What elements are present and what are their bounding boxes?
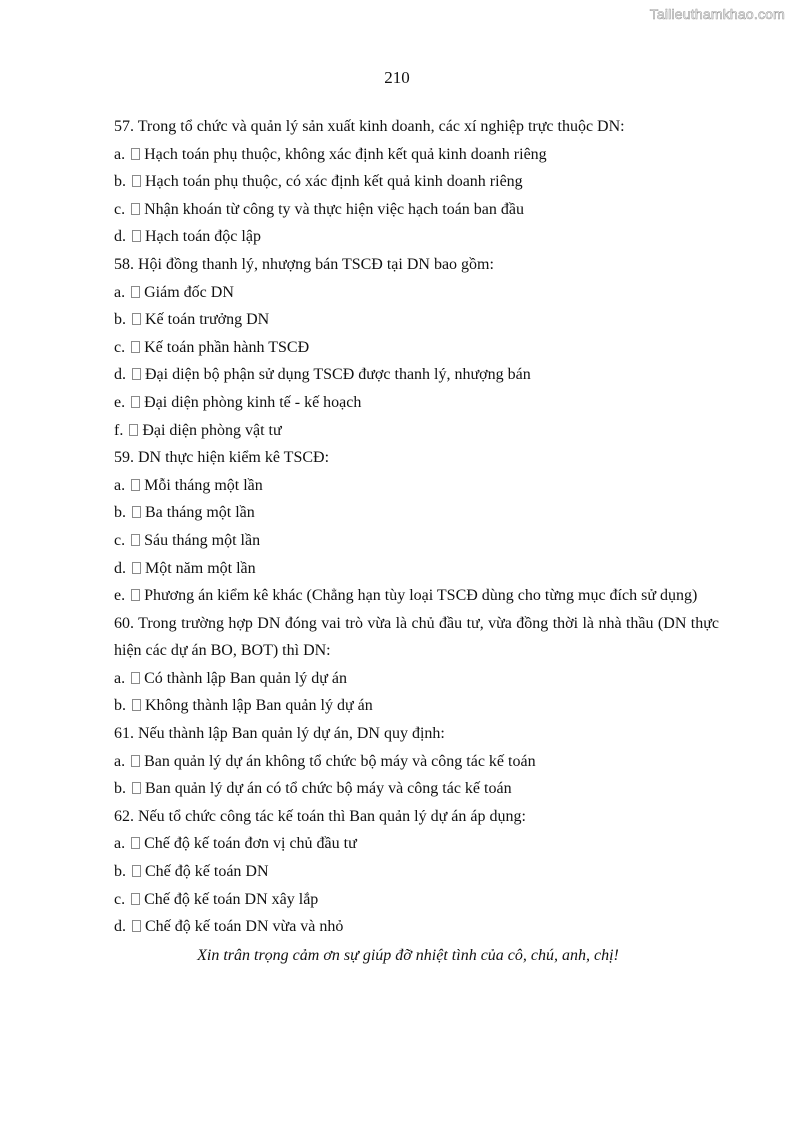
checkbox[interactable] — [132, 920, 141, 932]
option-label: Ban quản lý dự án không tổ chức bộ máy và công tác kế toán — [144, 752, 536, 770]
question-heading: 57. Trong tổ chức và quản lý sản xuất kinh doanh, các xí nghiệp trực thuộc DN: — [114, 118, 625, 135]
checkbox[interactable] — [131, 203, 140, 215]
checkbox[interactable] — [131, 672, 140, 684]
option-label: Kế toán phần hành TSCĐ — [144, 338, 310, 356]
option-row: b. Hạch toán phụ thuộc, có xác định kết quả kinh doanh riêng — [114, 173, 523, 191]
checkbox[interactable] — [131, 589, 140, 601]
question-62 — [114, 803, 719, 941]
option-label: Giám đốc DN — [144, 283, 234, 301]
option-row: b. Kế toán trưởng DN — [114, 311, 270, 329]
option-label: Kế toán trưởng DN — [145, 311, 270, 329]
checkbox[interactable] — [132, 230, 141, 242]
checkbox[interactable] — [132, 313, 141, 325]
checkbox[interactable] — [131, 341, 140, 353]
option-label: Nhận khoán từ công ty và thực hiện việc hạch toán ban đầu — [144, 200, 524, 218]
question-heading: 61. Nếu thành lập Ban quản lý dự án, DN quy định: — [114, 725, 445, 743]
checkbox[interactable] — [131, 534, 140, 546]
option-row: d. Đại diện bộ phận sử dụng TSCĐ được thanh lý, nhượng bán — [114, 366, 531, 384]
option-row: b. Ban quản lý dự án có tổ chức bộ máy và công tác kế toán — [114, 780, 512, 798]
option-row: a. Có thành lập Ban quản lý dự án — [114, 669, 347, 687]
option-label: Phương án kiểm kê khác (Chẳng hạn tùy loại TSCĐ dùng cho từng mục đích sử dụng) — [144, 587, 698, 605]
option-label: Chế độ kế toán DN vừa và nhỏ — [145, 918, 344, 936]
option-row: a. Ban quản lý dự án không tổ chức bộ máy và công tác kế toán — [114, 752, 536, 770]
closing-thanks: Xin trân trọng cảm ơn sự giúp đỡ nhiệt tình của cô, chú, anh, chị! — [197, 947, 619, 964]
option-row: e. Phương án kiểm kê khác (Chẳng hạn tùy loại TSCĐ dùng cho từng mục đích sử dụng) — [114, 587, 698, 605]
option-label: Hạch toán độc lập — [145, 228, 261, 246]
checkbox[interactable] — [132, 699, 141, 711]
option-row: b. Ba tháng một lần — [114, 504, 255, 522]
option-row: e. Đại diện phòng kinh tế - kế hoạch — [114, 393, 362, 411]
option-label: Chế độ kế toán đơn vị chủ đầu tư — [144, 835, 357, 853]
question-58 — [114, 251, 719, 444]
question-heading: 60. Trong trường hợp DN đóng vai trò vừa là chủ đầu tư, vừa đồng thời là nhà thầu (DN thực hiện các dự án BO, BOT) thì DN: — [114, 614, 720, 660]
checkbox[interactable] — [131, 286, 140, 298]
option-row: d. Chế độ kế toán DN vừa và nhỏ — [114, 918, 344, 936]
option-row: a. Mỗi tháng một lần — [114, 476, 263, 494]
checkbox[interactable] — [129, 424, 138, 436]
watermark: Tailieuthamkhao.com — [649, 6, 785, 22]
option-row: c. Nhận khoán từ công ty và thực hiện việc hạch toán ban đầu — [114, 200, 524, 218]
checkbox[interactable] — [131, 893, 140, 905]
checkbox[interactable] — [131, 148, 140, 160]
checkbox[interactable] — [132, 562, 141, 574]
option-label: Không thành lập Ban quản lý dự án — [145, 697, 373, 715]
option-row: a. Hạch toán phụ thuộc, không xác định kết quả kinh doanh riêng — [114, 145, 547, 163]
option-row: a. Chế độ kế toán đơn vị chủ đầu tư — [114, 835, 357, 853]
option-label: Ban quản lý dự án có tổ chức bộ máy và công tác kế toán — [145, 780, 512, 798]
option-label: Đại diện phòng vật tư — [142, 421, 282, 439]
option-row: c. Kế toán phần hành TSCĐ — [114, 338, 310, 356]
option-row: c. Sáu tháng một lần — [114, 531, 261, 549]
question-59 — [114, 444, 719, 610]
checkbox[interactable] — [131, 837, 140, 849]
question-60 — [114, 610, 719, 720]
checkbox[interactable] — [131, 755, 140, 767]
questionnaire — [114, 113, 719, 941]
option-label: Chế độ kế toán DN xây lắp — [144, 890, 319, 908]
checkbox[interactable] — [132, 782, 141, 794]
question-57 — [114, 113, 719, 251]
option-label: Sáu tháng một lần — [144, 531, 261, 549]
option-row: a. Giám đốc DN — [114, 283, 234, 301]
checkbox[interactable] — [131, 396, 140, 408]
question-heading: 59. DN thực hiện kiểm kê TSCĐ: — [114, 449, 330, 467]
question-61 — [114, 720, 719, 803]
option-label: Hạch toán phụ thuộc, không xác định kết quả kinh doanh riêng — [144, 145, 547, 163]
option-row: f. Đại diện phòng vật tư — [114, 421, 282, 439]
question-heading: 58. Hội đồng thanh lý, nhượng bán TSCĐ tại DN bao gồm: — [114, 255, 494, 273]
option-label: Có thành lập Ban quản lý dự án — [144, 669, 347, 687]
option-row: b. Chế độ kế toán DN — [114, 863, 269, 881]
checkbox[interactable] — [132, 368, 141, 380]
option-label: Ba tháng một lần — [145, 504, 255, 522]
option-label: Đại diện phòng kinh tế - kế hoạch — [144, 393, 362, 411]
option-row: c. Chế độ kế toán DN xây lắp — [114, 890, 319, 908]
option-label: Chế độ kế toán DN — [145, 863, 269, 881]
option-row: b. Không thành lập Ban quản lý dự án — [114, 697, 373, 715]
option-label: Đại diện bộ phận sử dụng TSCĐ được thanh lý, nhượng bán — [145, 366, 531, 384]
option-label: Một năm một lần — [145, 559, 256, 577]
option-label: Mỗi tháng một lần — [144, 476, 263, 494]
checkbox[interactable] — [132, 865, 141, 877]
checkbox[interactable] — [132, 506, 141, 518]
question-heading: 62. Nếu tổ chức công tác kế toán thì Ban quản lý dự án áp dụng: — [114, 807, 526, 825]
page-number: 210 — [384, 68, 410, 87]
option-label: Hạch toán phụ thuộc, có xác định kết quả kinh doanh riêng — [145, 173, 523, 191]
checkbox[interactable] — [132, 175, 141, 187]
option-row: d. Hạch toán độc lập — [114, 228, 261, 246]
option-row: d. Một năm một lần — [114, 559, 256, 577]
checkbox[interactable] — [131, 479, 140, 491]
